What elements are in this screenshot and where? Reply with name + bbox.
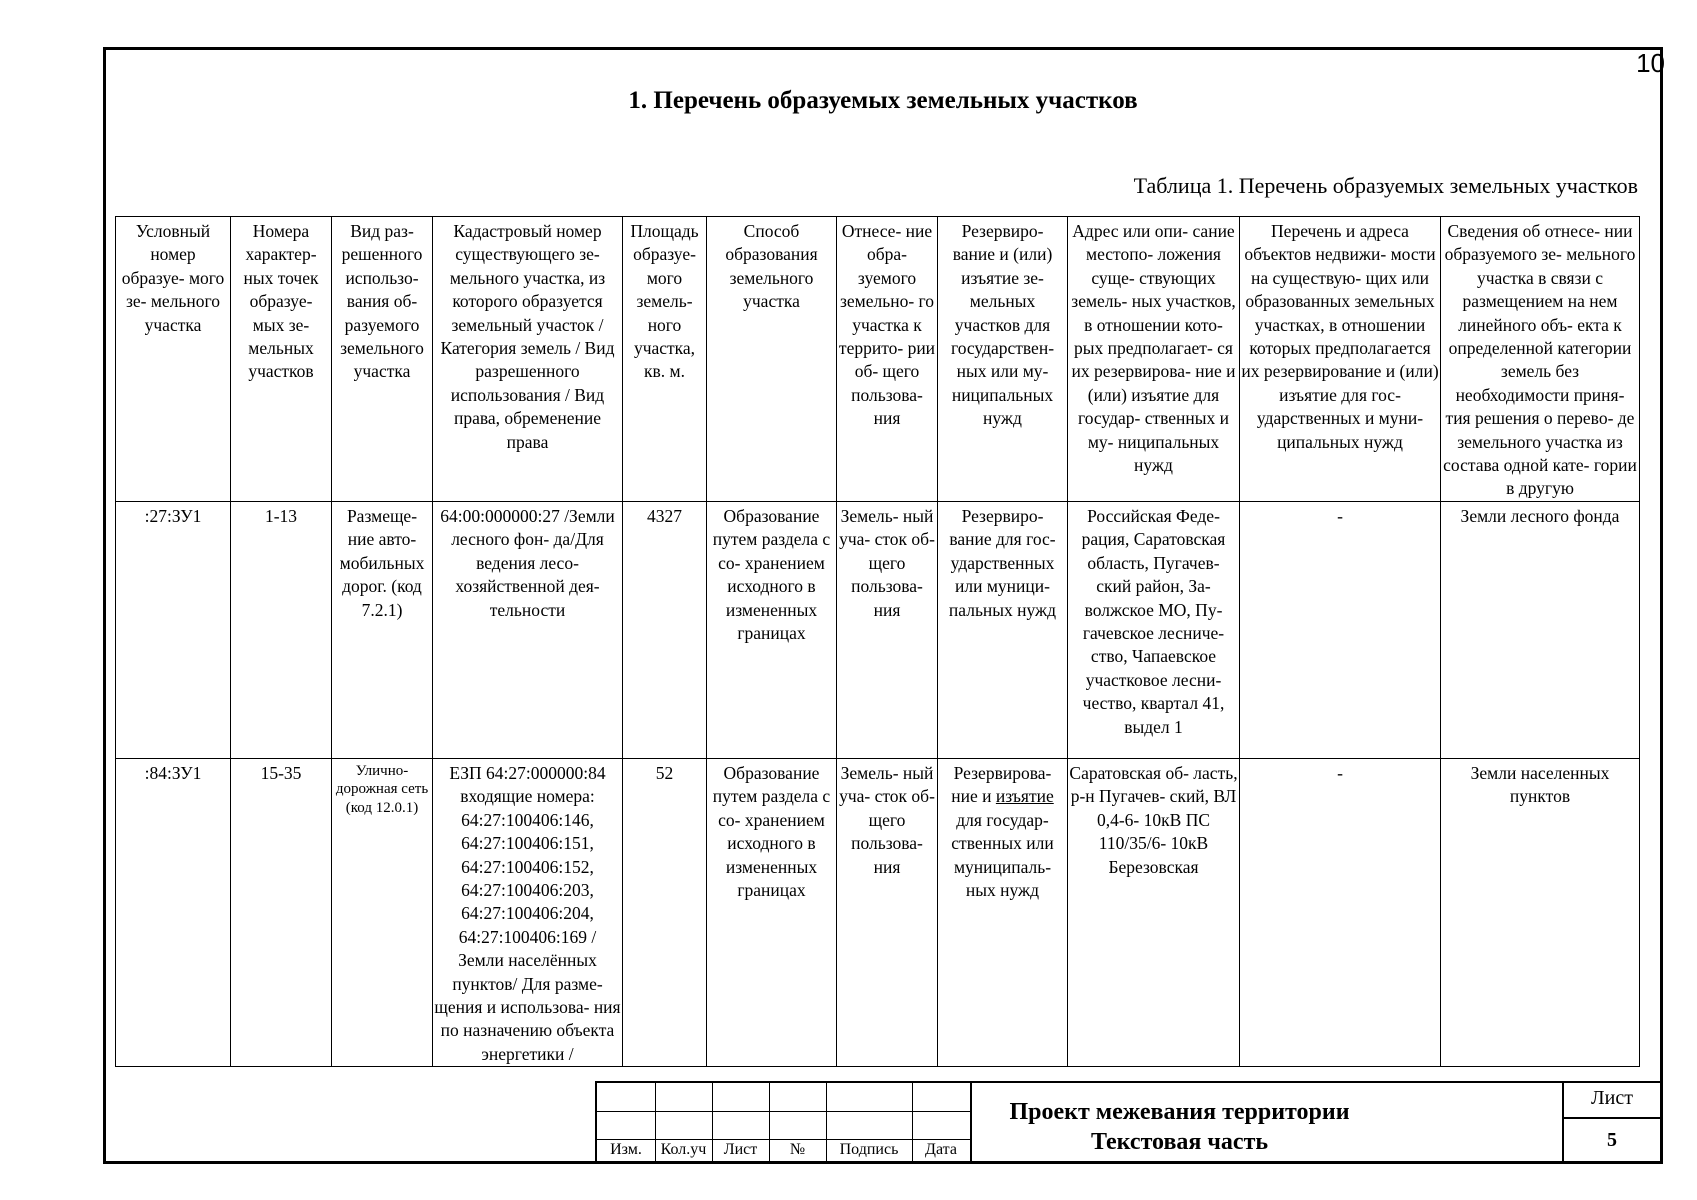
header-cell: Перечень и адреса объектов недвижи- мости на существую- щих или образованных земельных участках, в отношении которых предполагается их резервирование и (или) изъятие для гос- ударственных и муни- ципальных нужд — [1240, 217, 1441, 502]
land-plots-table — [115, 216, 1640, 1067]
header-cell: Способ образования земельного участка — [707, 217, 837, 502]
header-cell: Кадастровый номер существующего зе- мельного участка, из которого образуется земельный участок / Категория земель / Вид разрешенного использования / Вид права, обременение права — [433, 217, 623, 502]
header-cell: Адрес или опи- сание местопо- ложения суще- ствующих земель- ных участков, в отношении кото- рых предполагает- ся их резервирова- ние и (или) изъятие для государ- ственных и му- ниципальных нужд — [1068, 217, 1240, 502]
header-cell: Площадь образуе- мого земель- ного участка, кв. м. — [623, 217, 707, 502]
use-cell: Размеще- ние авто- мобильных дорог. (код 7.2.1) — [332, 501, 433, 758]
method-cell: Образование путем раздела с со- хранением исходного в измененных границах — [707, 758, 837, 1066]
use-cell: Улично- дорожная сеть (код 12.0.1) — [332, 758, 433, 1066]
address-cell: Российская Феде- рация, Саратовская область, Пугачев- ский район, За- волжское МО, Пу- гачевское лесниче- ство, Чапаевское участковое лесни- чество, квартал 41, выдел 1 — [1068, 501, 1240, 758]
stamp-label-change: Изм. — [610, 1141, 642, 1158]
points-cell: 1-13 — [231, 501, 332, 758]
category-cell: Земли лесного фонда — [1441, 501, 1640, 758]
cadastral-cell: ЕЗП 64:27:000000:84 входящие номера: 64:27:100406:146, 64:27:100406:151, 64:27:100406:152, 64:27:100406:203, 64:27:100406:204, 64:27:100406:169 / Земли населённых пунктов/ Для разме- щения и использова- ния по назначению объекта энергетики / — [433, 758, 623, 1066]
stamp-label-signature: Подпись — [839, 1141, 899, 1158]
stamp-label-doc-number: № — [789, 1141, 806, 1158]
sheet-number: 5 — [1607, 1129, 1617, 1151]
stamp-title-line: Текстовая часть — [1090, 1129, 1269, 1155]
reservation-cell: Резервиро- вание для гос- ударственных или муници- пальных нужд — [938, 501, 1068, 758]
header-cell: Номера характер- ных точек образуе- мых зе- мельных участков — [231, 217, 332, 502]
objects-cell: - — [1240, 501, 1441, 758]
category-cell: Земли населенных пунктов — [1441, 758, 1640, 1066]
area-cell: 4327 — [623, 501, 707, 758]
plot-number-cell: :84:ЗУ1 — [116, 758, 231, 1066]
header-cell: Сведения об отнесе- нии образуемого зе- мельного участка в связи с размещением на нем линейного объ- екта к определенной категории земель без необходимости приня- тия решения о перево- де земельного участка из состава одной кате- гории в другую — [1441, 217, 1640, 502]
stamp-title — [972, 1097, 1387, 1157]
area-cell: 52 — [623, 758, 707, 1066]
sheet-label: Лист — [1591, 1087, 1633, 1109]
public-cell: Земель- ный уча- сток об- щего пользова- ния — [837, 758, 938, 1066]
document-title: 1. Перечень образуемых земельных участков — [628, 87, 1138, 114]
stamp-title-line: Проект межевания территории — [1009, 1099, 1350, 1125]
plot-number-cell: :27:ЗУ1 — [116, 501, 231, 758]
stamp-label-date: Дата — [925, 1141, 957, 1158]
reservation-underlined-text: изъятие — [995, 786, 1054, 807]
page-number: 10 — [1636, 48, 1665, 78]
stamp-label-sheet: Лист — [723, 1141, 758, 1158]
points-cell: 15-35 — [231, 758, 332, 1066]
public-cell: Земель- ный уча- сток об- щего пользова- ния — [837, 501, 938, 758]
address-cell: Саратовская об- ласть, р-н Пугачев- ский, ВЛ 0,4-6- 10кВ ПС 110/35/6- 10кВ Березовская — [1068, 758, 1240, 1066]
reservation-text: Резервирова- ние и — [951, 762, 1052, 807]
header-cell: Отнесе- ние обра- зуемого земельно- го участка к террито- рии об- щего пользова- ния — [837, 217, 938, 502]
reservation-cell — [938, 758, 1068, 1066]
title-block — [595, 1081, 1660, 1163]
table-row — [116, 501, 1640, 758]
objects-cell: - — [1240, 758, 1441, 1066]
table-row — [116, 758, 1640, 1066]
method-cell: Образование путем раздела с со- хранением исходного в измененных границах — [707, 501, 837, 758]
cadastral-cell: 64:00:000000:27 /Земли лесного фон- да/Для ведения лесо- хозяйственной дея- тельности — [433, 501, 623, 758]
reservation-text: для государ- ственных или муниципаль- ных нужд — [951, 809, 1054, 900]
stamp-label-count: Кол.уч — [660, 1141, 707, 1158]
table-header-row — [116, 217, 1640, 502]
header-cell: Вид раз- решенного использо- вания об- разуемого земельного участка — [332, 217, 433, 502]
table-caption: Таблица 1. Перечень образуемых земельных участков — [1133, 173, 1638, 198]
header-cell: Резервиро- вание и (или) изъятие зе- мельных участков для государствен- ных или му- ниципальных нужд — [938, 217, 1068, 502]
header-cell: Условный номер образуе- мого зе- мельного участка — [116, 217, 231, 502]
